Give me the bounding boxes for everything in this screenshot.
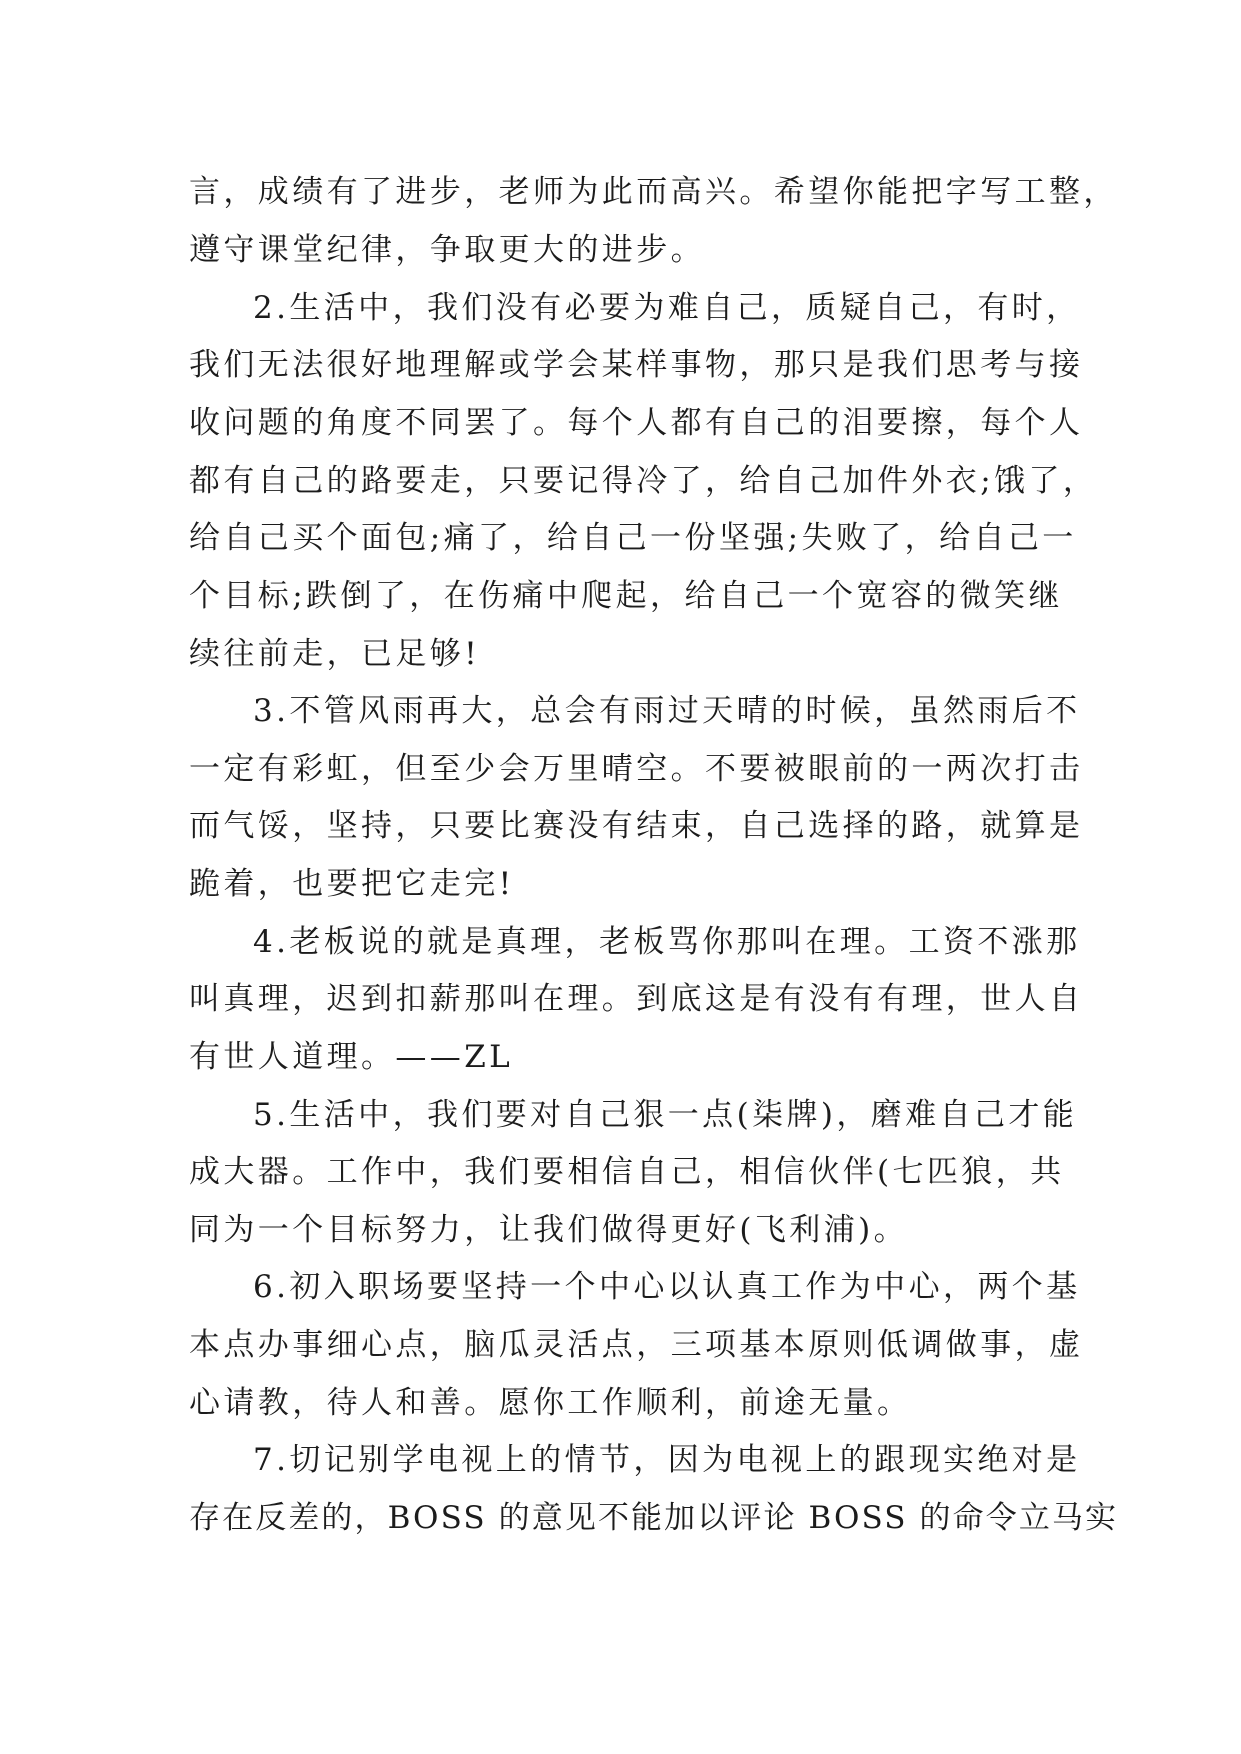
text-line: 叫真理，迟到扣薪那叫在理。到底这是有没有有理，世人自	[189, 981, 1084, 1017]
text-line: 言，成绩有了进步，老师为此而高兴。希望你能把字写工整，	[189, 174, 1118, 210]
text-line: 心请教，待人和善。愿你工作顺利，前途无量。	[189, 1385, 912, 1421]
text-line: 都有自己的路要走，只要记得冷了，给自己加件外衣;饿了，	[189, 463, 1098, 499]
paragraph-start-line: 7.切记别学电视上的情节，因为电视上的跟现实绝对是	[253, 1442, 1081, 1478]
text-line: 收问题的角度不同罢了。每个人都有自己的泪要擦，每个人	[189, 405, 1084, 441]
paragraph-start-line: 2.生活中，我们没有必要为难自己，质疑自己，有时，	[253, 290, 1081, 326]
text-line: 跪着，也要把它走完!	[189, 866, 515, 902]
paragraph-start-line: 3.不管风雨再大，总会有雨过天晴的时候，虽然雨后不	[253, 693, 1081, 729]
text-line: 遵守课堂纪律，争取更大的进步。	[189, 232, 705, 268]
text-line: 续往前走，已足够!	[189, 636, 481, 672]
text-line: 本点办事细心点，脑瓜灵活点，三项基本原则低调做事，虚	[189, 1327, 1084, 1363]
text-line: 给自己买个面包;痛了，给自己一份坚强;失败了，给自己一	[189, 520, 1077, 556]
paragraph-start-line: 5.生活中，我们要对自己狠一点(柒牌)，磨难自己才能	[253, 1097, 1078, 1133]
paragraph-start-line: 6.初入职场要坚持一个中心以认真工作为中心，两个基	[253, 1269, 1081, 1305]
text-line: 而气馁，坚持，只要比赛没有结束，自己选择的路，就算是	[189, 808, 1084, 844]
paragraph-start-line: 4.老板说的就是真理，老板骂你那叫在理。工资不涨那	[253, 924, 1081, 960]
text-line: 一定有彩虹，但至少会万里晴空。不要被眼前的一两次打击	[189, 751, 1084, 787]
text-line: 同为一个目标努力，让我们做得更好(飞利浦)。	[189, 1212, 908, 1248]
text-line: 有世人道理。——ZL	[189, 1039, 514, 1075]
text-line: 成大器。工作中，我们要相信自己，相信伙伴(七匹狼，共	[189, 1154, 1065, 1190]
text-line: 我们无法很好地理解或学会某样事物，那只是我们思考与接	[189, 347, 1084, 383]
text-line: 存在反差的，BOSS 的意见不能加以评论 BOSS 的命令立马实	[189, 1500, 1119, 1536]
text-line: 个目标;跌倒了，在伤痛中爬起，给自己一个宽容的微笑继	[189, 578, 1063, 614]
